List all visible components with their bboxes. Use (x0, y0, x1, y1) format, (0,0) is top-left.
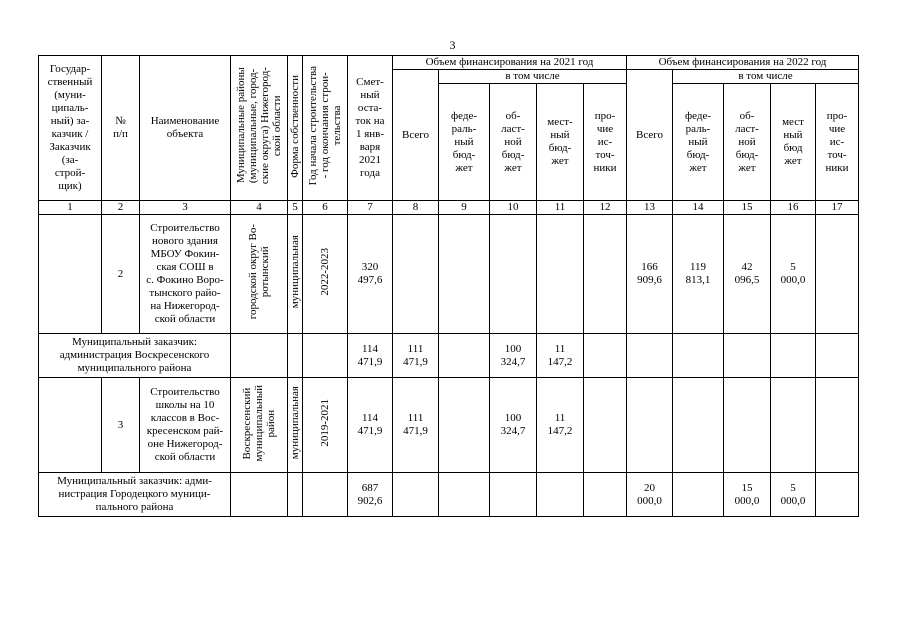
header-total-2021: Всего (393, 70, 439, 201)
col-number: 13 (627, 201, 673, 215)
col-number: 10 (490, 201, 537, 215)
header-including-2022: в том числе (673, 70, 859, 84)
local-2022: 5 000,0 (771, 215, 816, 334)
header-other-2021: про- чие ис- точ- ники (584, 84, 627, 201)
header-local-2021: мест- ный бюд- жет (537, 84, 584, 201)
header-financing-2022: Объем финансирования на 2022 год (627, 56, 859, 70)
row-number: 2 (102, 215, 140, 334)
financing-table (38, 55, 859, 517)
column-numbers-row (39, 201, 859, 215)
total-2021: 111 471,9 (393, 334, 439, 378)
col-number: 9 (439, 201, 490, 215)
estimate: 114 471,9 (348, 334, 393, 378)
col-number: 7 (348, 201, 393, 215)
page-number: 3 (449, 38, 456, 52)
object-name: Строительство школы на 10 классов в Вос- кресенском рай- оне Нижегород- ской области (140, 378, 231, 473)
estimate: 687 902,6 (348, 473, 393, 517)
local-2022: 5 000,0 (771, 473, 816, 517)
local-2021: 11 147,2 (537, 334, 584, 378)
table-row (39, 334, 859, 378)
col-number: 3 (140, 201, 231, 215)
total-2022: 20 000,0 (627, 473, 673, 517)
header-regional-2021: об- ласт- ной бюд- жет (490, 84, 537, 201)
header-federal-2022: феде- раль- ный бюд- жет (673, 84, 724, 201)
header-local-2022: мест ный бюд жет (771, 84, 816, 201)
district: городской округ Во- ротынский (231, 215, 288, 334)
object-name: Строительство нового здания МБОУ Фокин- ская СОШ в с. Фокино Воро- тынского райо- на Нижегород- ской области (140, 215, 231, 334)
header-including-2021: в том числе (439, 70, 627, 84)
table-row (39, 215, 859, 334)
customer-label: Муниципальный заказчик: адми- нистрация Городецкого муници- пального района (39, 473, 231, 517)
header-other-2022: про- чие ис- точ- ники (816, 84, 859, 201)
total-2021: 111 471,9 (393, 378, 439, 473)
header-regional-2022: об- ласт- ной бюд- жет (724, 84, 771, 201)
header-object-name: Наименование объекта (140, 56, 231, 201)
col-number: 4 (231, 201, 288, 215)
col-number: 12 (584, 201, 627, 215)
regional-2022: 15 000,0 (724, 473, 771, 517)
regional-2022: 42 096,5 (724, 215, 771, 334)
total-2022: 166 909,6 (627, 215, 673, 334)
ownership: муниципальная (288, 378, 303, 473)
table-row (39, 378, 859, 473)
estimate: 114 471,9 (348, 378, 393, 473)
col-number: 1 (39, 201, 102, 215)
ownership: муниципальная (288, 215, 303, 334)
header-total-2022: Всего (627, 70, 673, 201)
header-customer: Государ- ственный (муни- ципаль- ный) за- казчик / Заказчик (за- строй- щик) (39, 56, 102, 201)
header-ownership: Форма собственности (288, 56, 303, 201)
years: 2022-2023 (303, 215, 348, 334)
header-estimate: Смет- ный оста- ток на 1 янв- варя 2021 года (348, 56, 393, 201)
header-federal-2021: феде- раль- ный бюд- жет (439, 84, 490, 201)
col-number: 17 (816, 201, 859, 215)
regional-2021: 100 324,7 (490, 334, 537, 378)
estimate: 320 497,6 (348, 215, 393, 334)
header-number: № п/п (102, 56, 140, 201)
row-number: 3 (102, 378, 140, 473)
customer-label: Муниципальный заказчик: администрация Воскресенского муниципального района (39, 334, 231, 378)
district: Воскресенский муниципальный район (231, 378, 288, 473)
col-number: 6 (303, 201, 348, 215)
col-number: 15 (724, 201, 771, 215)
header-districts: Муниципальные районы (муниципальные, город- ские округа) Нижегород- ской области (231, 56, 288, 201)
col-number: 16 (771, 201, 816, 215)
col-number: 5 (288, 201, 303, 215)
table-row (39, 473, 859, 517)
col-number: 14 (673, 201, 724, 215)
header-financing-2021: Объем финансирования на 2021 год (393, 56, 627, 70)
header-years: Год начала строительства - год окончания строи- тельства (303, 56, 348, 201)
col-number: 8 (393, 201, 439, 215)
col-number: 11 (537, 201, 584, 215)
years: 2019-2021 (303, 378, 348, 473)
col-number: 2 (102, 201, 140, 215)
regional-2021: 100 324,7 (490, 378, 537, 473)
federal-2022: 119 813,1 (673, 215, 724, 334)
local-2021: 11 147,2 (537, 378, 584, 473)
